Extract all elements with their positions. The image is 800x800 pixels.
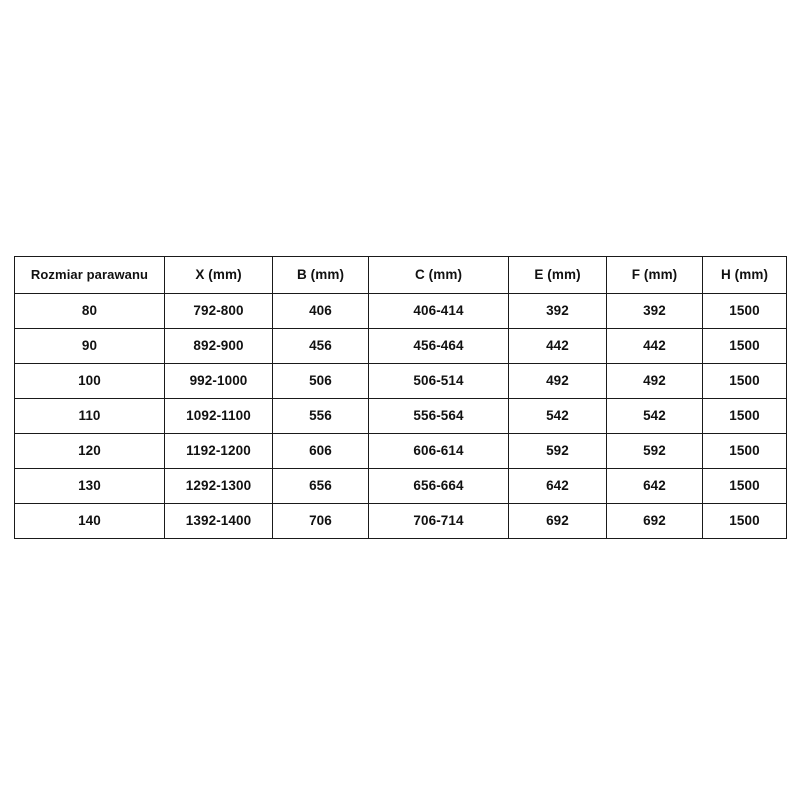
cell-c: 456-464 bbox=[369, 329, 509, 364]
cell-b: 456 bbox=[273, 329, 369, 364]
cell-e: 492 bbox=[509, 364, 607, 399]
cell-size: 120 bbox=[15, 434, 165, 469]
cell-c: 656-664 bbox=[369, 469, 509, 504]
cell-f: 592 bbox=[607, 434, 703, 469]
cell-h: 1500 bbox=[703, 364, 787, 399]
cell-e: 442 bbox=[509, 329, 607, 364]
table-header bbox=[15, 257, 787, 294]
table-body bbox=[15, 294, 787, 539]
cell-x: 1392-1400 bbox=[165, 504, 273, 539]
cell-x: 1092-1100 bbox=[165, 399, 273, 434]
cell-b: 606 bbox=[273, 434, 369, 469]
cell-h: 1500 bbox=[703, 294, 787, 329]
cell-size: 110 bbox=[15, 399, 165, 434]
cell-b: 656 bbox=[273, 469, 369, 504]
cell-c: 706-714 bbox=[369, 504, 509, 539]
table-row bbox=[15, 434, 787, 469]
column-header-f: F (mm) bbox=[607, 257, 703, 294]
table-row bbox=[15, 329, 787, 364]
cell-size: 90 bbox=[15, 329, 165, 364]
cell-e: 592 bbox=[509, 434, 607, 469]
column-header-c: C (mm) bbox=[369, 257, 509, 294]
cell-b: 506 bbox=[273, 364, 369, 399]
cell-e: 642 bbox=[509, 469, 607, 504]
cell-c: 406-414 bbox=[369, 294, 509, 329]
cell-size: 100 bbox=[15, 364, 165, 399]
cell-f: 442 bbox=[607, 329, 703, 364]
table-row bbox=[15, 294, 787, 329]
cell-f: 392 bbox=[607, 294, 703, 329]
cell-x: 1292-1300 bbox=[165, 469, 273, 504]
cell-size: 130 bbox=[15, 469, 165, 504]
specification-table bbox=[14, 256, 787, 539]
cell-x: 1192-1200 bbox=[165, 434, 273, 469]
cell-h: 1500 bbox=[703, 434, 787, 469]
column-header-h: H (mm) bbox=[703, 257, 787, 294]
cell-x: 992-1000 bbox=[165, 364, 273, 399]
cell-f: 492 bbox=[607, 364, 703, 399]
column-header-b: B (mm) bbox=[273, 257, 369, 294]
cell-e: 392 bbox=[509, 294, 607, 329]
cell-f: 692 bbox=[607, 504, 703, 539]
column-header-x: X (mm) bbox=[165, 257, 273, 294]
table-row bbox=[15, 399, 787, 434]
cell-f: 642 bbox=[607, 469, 703, 504]
table-row bbox=[15, 364, 787, 399]
cell-c: 506-514 bbox=[369, 364, 509, 399]
cell-e: 542 bbox=[509, 399, 607, 434]
table-row bbox=[15, 469, 787, 504]
cell-b: 706 bbox=[273, 504, 369, 539]
cell-c: 606-614 bbox=[369, 434, 509, 469]
cell-size: 140 bbox=[15, 504, 165, 539]
column-header-size: Rozmiar parawanu bbox=[15, 257, 165, 294]
column-header-e: E (mm) bbox=[509, 257, 607, 294]
cell-x: 792-800 bbox=[165, 294, 273, 329]
table-header-row bbox=[15, 257, 787, 294]
cell-b: 556 bbox=[273, 399, 369, 434]
cell-h: 1500 bbox=[703, 504, 787, 539]
cell-size: 80 bbox=[15, 294, 165, 329]
cell-h: 1500 bbox=[703, 469, 787, 504]
cell-c: 556-564 bbox=[369, 399, 509, 434]
table-row bbox=[15, 504, 787, 539]
cell-h: 1500 bbox=[703, 399, 787, 434]
cell-x: 892-900 bbox=[165, 329, 273, 364]
cell-f: 542 bbox=[607, 399, 703, 434]
cell-e: 692 bbox=[509, 504, 607, 539]
cell-h: 1500 bbox=[703, 329, 787, 364]
cell-b: 406 bbox=[273, 294, 369, 329]
specification-table-container bbox=[14, 256, 786, 539]
